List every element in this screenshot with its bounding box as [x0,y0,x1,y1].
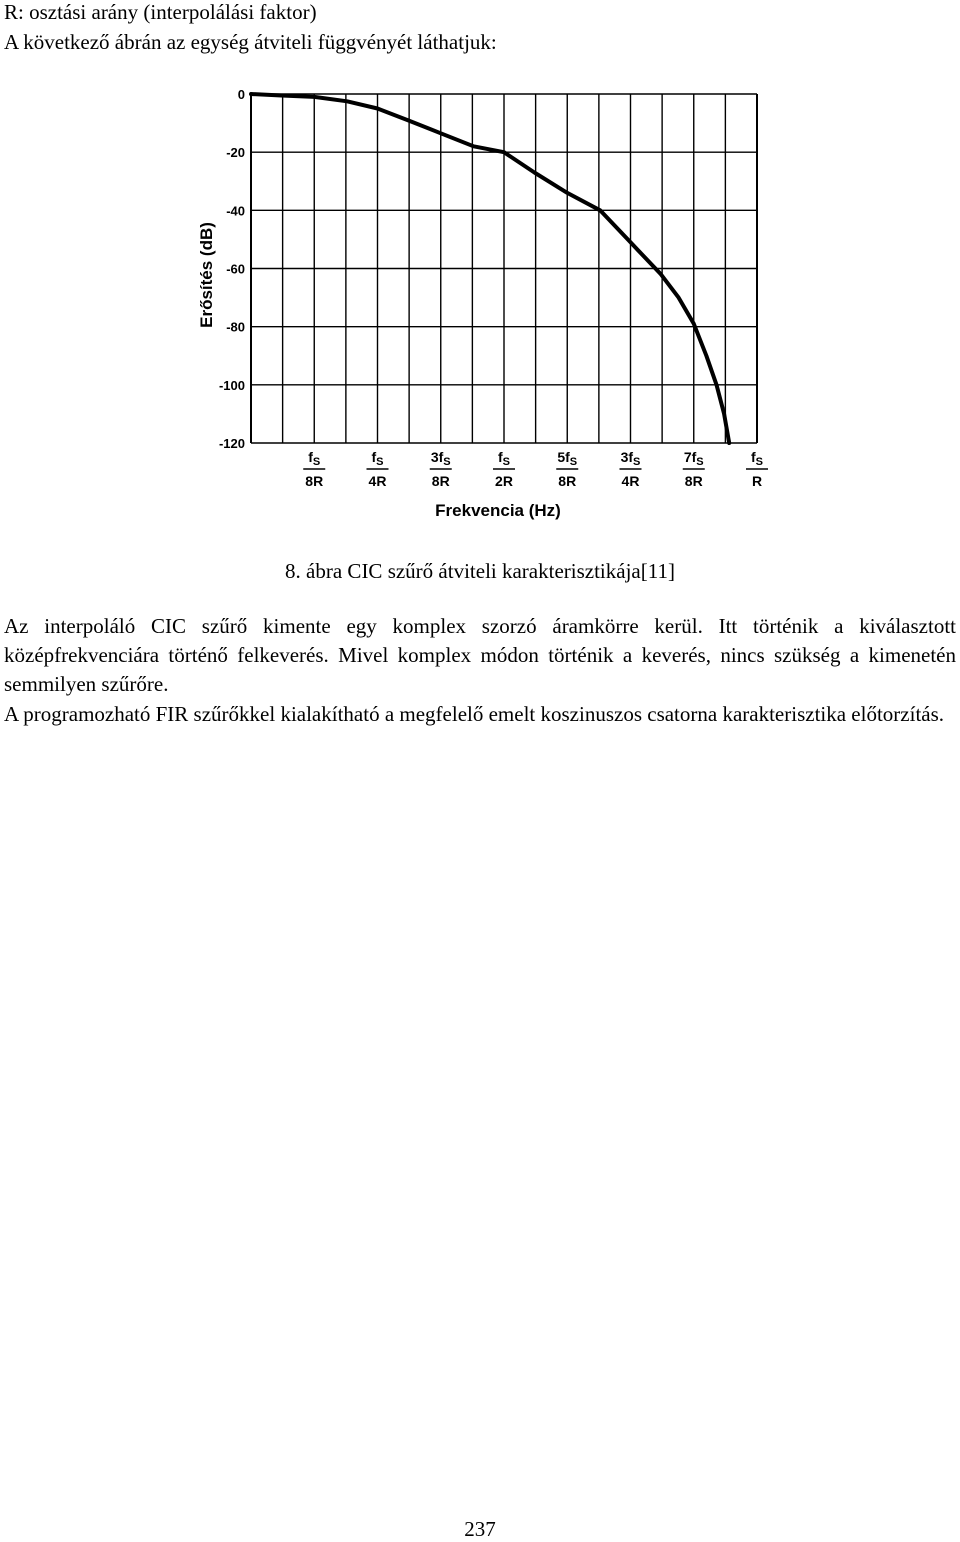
x-tick-denominator: 4R [368,473,387,489]
y-tick-label: -60 [226,261,245,277]
y-tick-label: -80 [226,319,245,335]
header-line-2: A következő ábrán az egység átviteli függvényét láthatjuk: [4,30,497,54]
x-tick-label [367,449,389,489]
y-tick-label: -20 [226,145,245,161]
y-axis-label: Erősítés (dB) [197,222,216,328]
cic-frequency-response-chart [0,0,960,540]
x-tick-label [683,449,705,489]
x-tick-denominator: 2R [495,473,513,489]
x-tick-denominator: 8R [305,473,324,489]
x-tick-numerator: $3f_S$ [430,449,451,468]
x-axis-label: Frekvencia (Hz) [435,501,561,520]
x-tick-numerator: $f_S$ [750,449,764,468]
paragraph-2: A programozható FIR szűrőkkel kialakítható a megfelelő emelt koszinuszos csatorna karakterisztika előtorzítás. [4,702,945,726]
y-tick-label: -120 [218,436,245,451]
x-tick-numerator: $5f_S$ [557,449,578,468]
x-tick-denominator: R [751,473,763,489]
x-tick-denominator: 4R [621,473,640,489]
x-tick-numerator: $3f_S$ [620,449,641,468]
page-number: 237 [464,1517,496,1541]
x-tick-label [430,449,452,489]
x-tick-denominator: 8R [684,473,703,489]
y-tick-label: -100 [218,377,245,393]
x-tick-label [493,449,515,489]
header-line-1: R: osztási arány (interpolálási faktor) [4,0,317,24]
figure-caption: 8. ábra CIC szűrő átviteli karakterisztikája[11] [285,559,675,583]
x-tick-numerator: $f_S$ [371,449,384,468]
x-tick-label [303,449,325,489]
x-tick-label [556,449,578,489]
y-tick-label: -40 [226,203,245,219]
x-tick-denominator: 8R [431,473,450,489]
y-tick-label: 0 [237,87,245,102]
x-tick-denominator: 8R [558,473,577,489]
x-tick-label [620,449,642,489]
x-tick-numerator: $f_S$ [497,449,511,468]
x-tick-numerator: $7f_S$ [683,449,704,468]
x-tick-numerator: $f_S$ [308,449,321,468]
paragraph-1: Az interpoláló CIC szűrő kimente egy komplex szorzó áramkörre kerül. Itt történik a kiválasztott középfrekvenciára történő felkeverés. Mivel komplex módon történik a keverés, nincs szükség a kimenetén semmilyen szűrőre. [4,614,956,696]
x-tick-label [746,449,768,489]
